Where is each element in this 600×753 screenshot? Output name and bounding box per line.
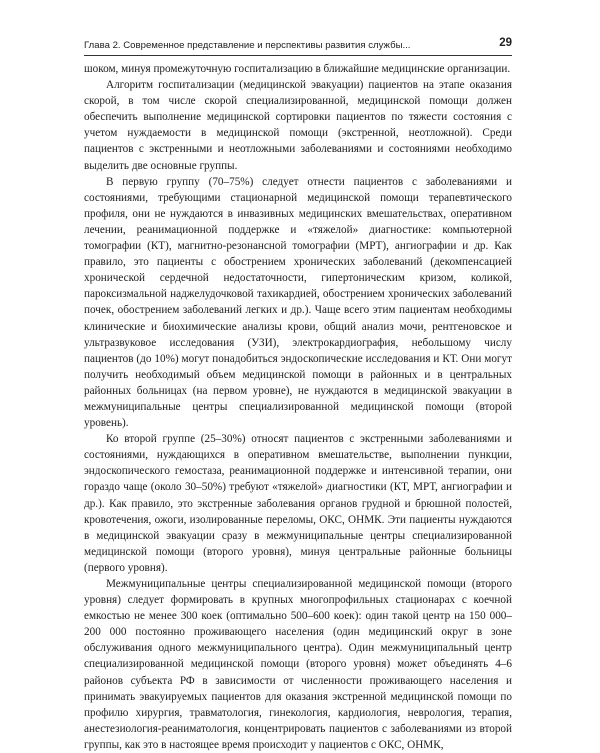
page-number: 29 (499, 37, 512, 49)
running-header (84, 37, 512, 56)
paragraph: Алгоритм госпитализации (медицинской эвакуации) пациентов на этапе оказания скорой, в том числе скорой специализированной, медицинской помощи должен обеспечить выполнение медицинской сортировки пациентов по тяжести состояния с учетом нуждаемости в медицинской помощи (экстренной, неотложной). Среди пациентов с экстренными и неотложными заболеваниями и состояниями необходимо выделить две основные группы. (84, 79, 512, 172)
paragraph: Ко второй группе (25–30%) относят пациентов с экстренными заболеваниями и состояниями, нуждающихся в оперативном вмешательстве, выполнении пункции, эндоскопического гемостаза, реанимационной поддержке и интенсивной терапии, они гораздо чаще (около 30–50%) требуют «тяжелой» диагностики (КТ, МРТ, ангиографии и др.). Как правило, это экстренные заболевания органов грудной и брюшной полостей, кровотечения, ожоги, изолированные переломы, ОКС, ОНМК. Эти пациенты нуждаются в медицинской эвакуации сразу в межмуниципальные центры специализированной медицинской помощи (второго уровня), минуя центральные районные больницы (первого уровня). (84, 433, 512, 574)
paragraph: В первую группу (70–75%) следует отнести пациентов с заболеваниями и состояниями, требующими стационарной медицинской помощи терапевтического профиля, они не нуждаются в инвазивных медицинских вмешательствах, оперативном лечении, реанимационной поддержке и «тяжелой» диагностике: компьютерной томографии (КТ), магнитно-резонансной томографии (МРТ), ангиографии и др. Как правило, это пациенты с обострением хронических заболеваний (декомпенсацией хронической сердечной недостаточности, гипертоническим кризом, коликой, пароксизмальной наджелудочковой тахикардией, обострением хронических заболеваний почек, обострением заболеваний легких и др.). Чаще всего этим пациентам необходимы клинические и биохимические анализы крови, общий анализ мочи, рентгеновское и ультразвуковое исследования (УЗИ), электрокардиография, небольшому числу пациентов (до 10%) могут понадобиться эндоскопические исследования и КТ. Они могут получить необходимый объем медицинской помощи в районных и в центральных районных больницах (на первом уровне), не нуждаются в медицинской эвакуации в межмуниципальные центры специализированной медицинской помощи (второй уровень). (84, 175, 512, 430)
paragraph: шоком, минуя промежуточную госпитализацию в ближайшие медицинские организации. (84, 63, 511, 75)
paragraph: Межмуниципальные центры специализированной медицинской помощи (второго уровня) следует формировать в крупных многопрофильных стационарах с коечной емкостью не менее 300 коек (оптимально 500–600 коек): один такой центр на 150 000–200 000 постоянно проживающего населения (один медицинский округ в зоне обслуживания одного межмуниципального центра). Один межмуниципальный центр специализированной медицинской помощи (второго уровня) может объединять 4–6 районов субъекта РФ в зависимости от численности проживающего населения и принимать эвакуируемых пациентов для оказания экстренной медицинской помощи по профилю хирургия, травматология, гинекология, кардиология, неврология, терапия, анестезиология-реаниматология, концентрировать пациентов с заболеваниями из второй группы, как это в настоящее время происходит у пациентов с ОКС, ОНМК, (84, 578, 512, 751)
chapter-title: Глава 2. Современное представление и перспективы развития службы... (84, 40, 411, 51)
body-text (84, 61, 512, 753)
